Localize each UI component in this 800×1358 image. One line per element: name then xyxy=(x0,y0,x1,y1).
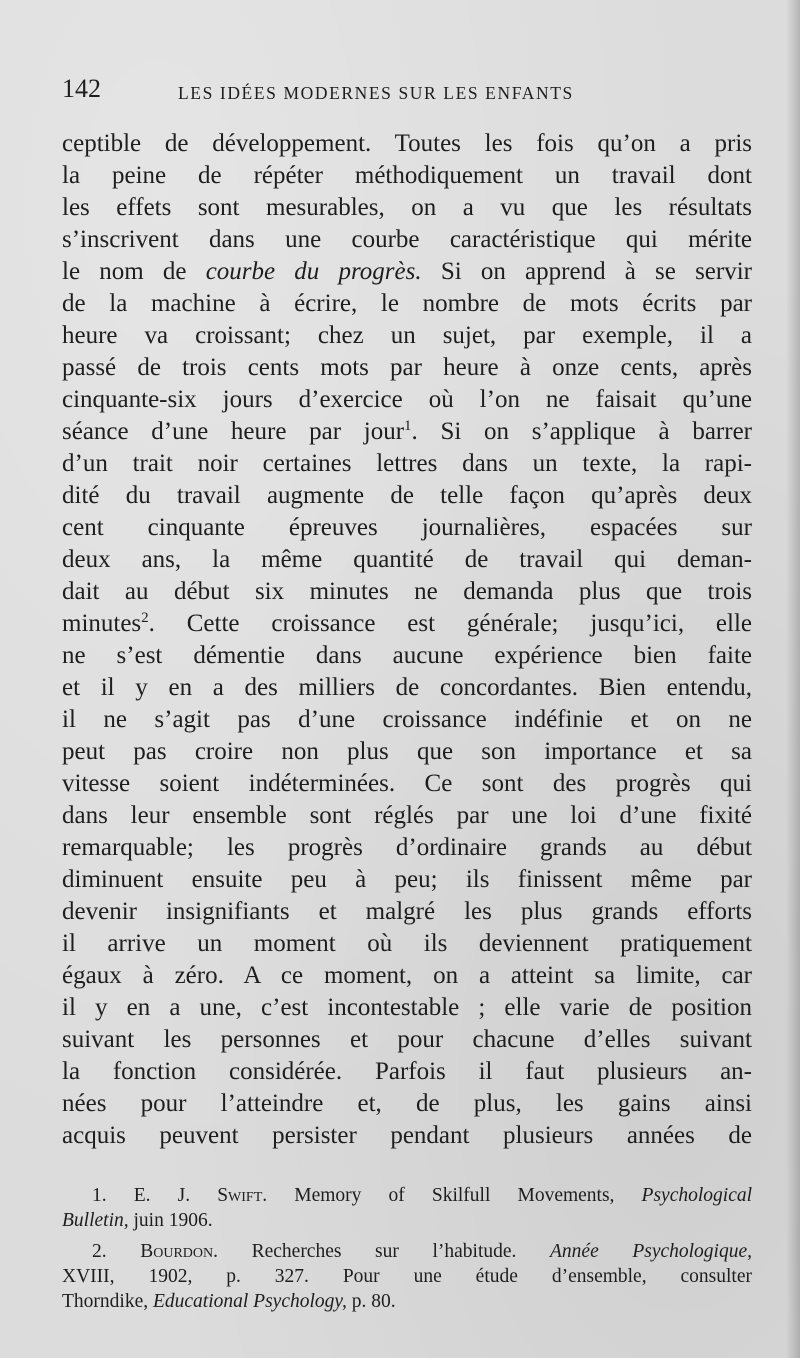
text-line: les effets sont mesurables, on a vu que les résultats xyxy=(62,194,752,221)
text-span: minutes xyxy=(62,610,142,637)
text-line: d’un trait noir certaines lettres dans un texte, la rapi- xyxy=(62,450,752,477)
footnote-number: 2. xyxy=(92,1241,107,1262)
text-line: de la machine à écrire, le nombre de mots écrits par xyxy=(62,290,752,317)
text-line: suivant les personnes et pour chacune d’elles suivant xyxy=(62,1026,752,1053)
footnote-number: 1. xyxy=(92,1185,107,1206)
footnote-author: E. J. Swift. xyxy=(133,1185,268,1206)
text-line: deux ans, la même quantité de travail qui deman- xyxy=(62,546,752,573)
footnotes xyxy=(62,1183,752,1314)
text-line: ceptible de développement. Toutes les fois qu’on a pris xyxy=(62,130,752,157)
text-line: la peine de répéter méthodiquement un travail dont xyxy=(62,162,752,189)
text-line: vitesse soient indéterminées. Ce sont des progrès qui xyxy=(62,770,752,797)
footnote-journal: Bulletin, xyxy=(62,1210,129,1231)
text-line: passé de trois cents mots par heure à onze cents, après xyxy=(62,354,752,381)
text-line: s’inscrivent dans une courbe caractéristique qui mérite xyxy=(62,226,752,253)
footnote-ref-2[interactable]: 2 xyxy=(141,610,149,626)
text-line xyxy=(62,608,752,640)
footnote-journal: Educational Psychology, xyxy=(152,1291,347,1312)
emphasis-term: courbe du progrès. xyxy=(205,258,422,285)
footnote-author: Thorndike, xyxy=(62,1291,149,1312)
text-line: devenir insignifiants et malgré les plus grands efforts xyxy=(62,898,752,925)
text-line: ne s’est démentie dans aucune expérience bien faite xyxy=(62,642,752,669)
text-span: . Cette croissance est générale; jusqu’ici, elle xyxy=(148,610,752,637)
page-edge-shadow xyxy=(786,0,800,1358)
text-line: dans leur ensemble sont réglés par une loi d’une fixité xyxy=(62,802,752,829)
text-line: diminuent ensuite peu à peu; ils finissent même par xyxy=(62,866,752,893)
text-line xyxy=(62,416,752,448)
text-line: il ne s’agit pas d’une croissance indéfinie et on ne xyxy=(62,706,752,733)
text-span: le nom de xyxy=(62,258,187,285)
text-line: et il y en a des milliers de concordantes. Bien entendu, xyxy=(62,674,752,701)
footnote-2 xyxy=(62,1239,752,1264)
text-span: séance d’une heure par jour xyxy=(62,418,405,445)
footnote-text: Memory of Skilfull Movements, xyxy=(294,1185,615,1206)
page-number: 142 xyxy=(62,74,101,103)
text-line: acquis peuvent persister pendant plusieurs années de xyxy=(62,1122,752,1149)
footnote-1 xyxy=(62,1183,752,1208)
footnote-author: Bourdon. xyxy=(140,1241,218,1262)
text-line: il arrive un moment où ils deviennent pratiquement xyxy=(62,930,752,957)
footnote-2-cont: XVIII, 1902, p. 327. Pour une étude d’ensemble, consulter xyxy=(62,1266,752,1287)
text-line: peut pas croire non plus que son importance et sa xyxy=(62,738,752,765)
text-line: dait au début six minutes ne demanda plus que trois xyxy=(62,578,752,605)
text-line: cent cinquante épreuves journalières, espacées sur xyxy=(62,514,752,541)
text-line: cinquante-six jours d’exercice où l’on ne faisait qu’une xyxy=(62,386,752,413)
text-line: il y en a une, c’est incontestable ; elle varie de position xyxy=(62,994,752,1021)
text-line: dité du travail augmente de telle façon qu’après deux xyxy=(62,482,752,509)
text-line: égaux à zéro. A ce moment, on a atteint sa limite, car xyxy=(62,962,752,989)
text-line: la fonction considérée. Parfois il faut plusieurs an- xyxy=(62,1058,752,1085)
body-text xyxy=(62,128,752,1152)
running-head: LES IDÉES MODERNES SUR LES ENFANTS xyxy=(178,83,574,103)
text-line: nées pour l’atteindre et, de plus, les gains ainsi xyxy=(62,1090,752,1117)
text-line: remarquable; les progrès d’ordinaire grands au début xyxy=(62,834,752,861)
footnote-journal: Année Psychologique, xyxy=(550,1241,752,1262)
footnote-2-cont xyxy=(62,1289,752,1314)
footnote-ref-1[interactable]: 1 xyxy=(404,418,412,434)
footnote-text: Recherches sur l’habitude. xyxy=(251,1241,517,1262)
page-header xyxy=(62,74,762,108)
footnote-journal: Psychological xyxy=(641,1185,752,1206)
footnote-date: juin 1906. xyxy=(133,1210,213,1231)
text-span: . Si on s’applique à barrer xyxy=(411,418,752,445)
text-line xyxy=(62,256,752,288)
footnote-1-cont xyxy=(62,1208,752,1233)
text-span: Si on apprend à se servir xyxy=(440,258,752,285)
text-line: heure va croissant; chez un sujet, par exemple, il a xyxy=(62,322,752,349)
footnote-page: p. 80. xyxy=(351,1291,396,1312)
